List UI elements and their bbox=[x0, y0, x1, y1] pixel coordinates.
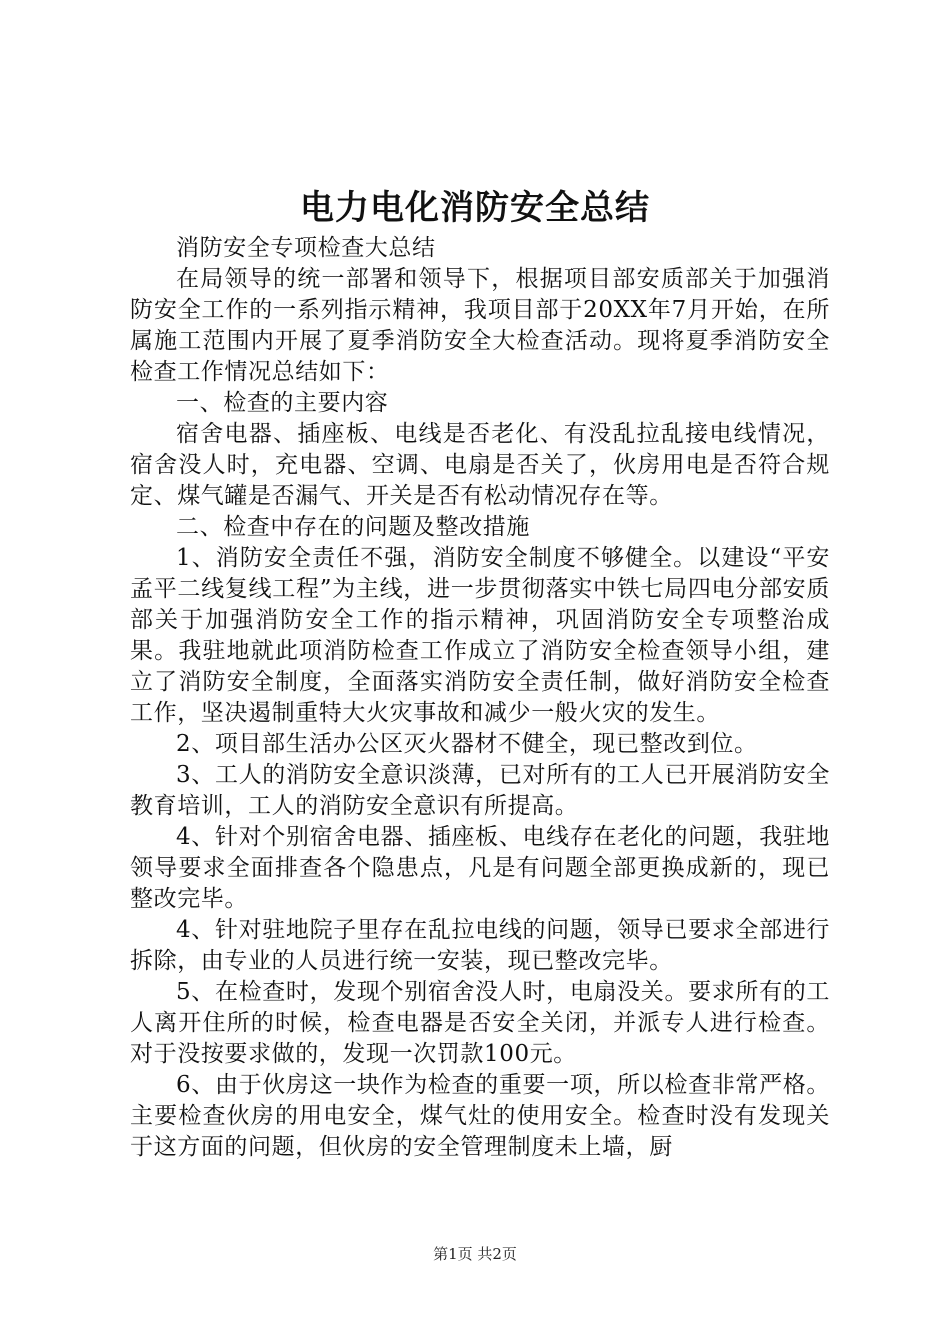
list-item-6: 6、由于伙房这一块作为检查的重要一项，所以检查非常严格。主要检查伙房的用电安全，煤气灶的使用安全。检查时没有发现关于这方面的问题，但伙房的安全管理制度未上墙，厨 bbox=[130, 1072, 830, 1160]
document-body bbox=[130, 233, 830, 1163]
list-item-4b: 4、针对驻地院子里存在乱拉电线的问题，领导已要求全部进行拆除，由专业的人员进行统一安装，现已整改完毕。 bbox=[130, 917, 830, 974]
list-item-5: 5、在检查时，发现个别宿舍没人时，电扇没关。要求所有的工人离开住所的时候，检查电器是否安全关闭，并派专人进行检查。对于没按要求做的，发现一次罚款100元。 bbox=[130, 979, 830, 1067]
list-item-1: 1、消防安全责任不强，消防安全制度不够健全。以建设“平安孟平二线复线工程”为主线，进一步贯彻落实中铁七局四电分部安质部关于加强消防安全工作的指示精神，巩固消防安全专项整治成果。我驻地就此项消防检查工作成立了消防安全检查领导小组，建立了消防安全制度，全面落实消防安全责任制，做好消防安全检查工作，坚决遏制重特大火灾事故和减少一般火灾的发生。 bbox=[130, 545, 830, 726]
paragraph-intro: 在局领导的统一部署和领导下，根据项目部安质部关于加强消防安全工作的一系列指示精神，我项目部于20XX年7月开始，在所属施工范围内开展了夏季消防安全大检查活动。现将夏季消防安全检查工作情况总结如下： bbox=[130, 266, 830, 385]
section-heading-main-content: 一、检查的主要内容 bbox=[176, 390, 389, 416]
paragraph-subtitle: 消防安全专项检查大总结 bbox=[176, 235, 436, 261]
page-number-footer: 第1页 共2页 bbox=[433, 1245, 517, 1263]
document-title: 电力电化消防安全总结 bbox=[300, 188, 650, 228]
list-item-2: 2、项目部生活办公区灭火器材不健全，现已整改到位。 bbox=[176, 731, 758, 757]
list-item-4a: 4、针对个别宿舍电器、插座板、电线存在老化的问题，我驻地领导要求全面排查各个隐患点，凡是有问题全部更换成新的，现已整改完毕。 bbox=[130, 824, 830, 912]
paragraph-inspection-items: 宿舍电器、插座板、电线是否老化、有没乱拉乱接电线情况，宿舍没人时，充电器、空调、电扇是否关了，伙房用电是否符合规定、煤气罐是否漏气、开关是否有松动情况存在等。 bbox=[130, 421, 830, 509]
list-item-3: 3、工人的消防安全意识淡薄，已对所有的工人已开展消防安全教育培训，工人的消防安全意识有所提高。 bbox=[130, 762, 830, 819]
section-heading-problems: 二、检查中存在的问题及整改措施 bbox=[176, 514, 530, 540]
